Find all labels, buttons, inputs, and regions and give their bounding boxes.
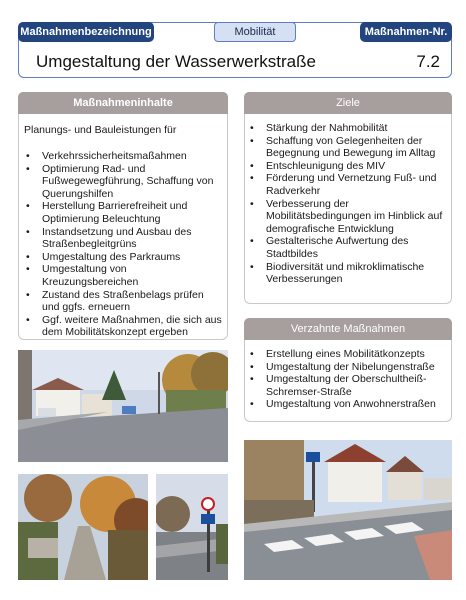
list-item: • Förderung und Vernetzung Fuß- und Radverkehr [248, 172, 448, 197]
massnahmeninhalte-intro: Planungs- und Bauleistungen für [24, 124, 177, 136]
list-item: • Umgestaltung von Anwohnerstraßen [248, 398, 448, 411]
list-item: • Optimierung Rad- und Fußwegewegführung, Schaffung von Querungshilfen [24, 163, 224, 201]
list-item: • Umgestaltung von Kreuzungsbereichen [24, 263, 224, 288]
photo-traffic-sign [156, 474, 228, 580]
category-badge: Mobilität [214, 22, 296, 42]
list-item: • Verbesserung der Mobilitätsbedingungen im Hinblick auf demografische Entwicklung [248, 198, 448, 236]
list-item: • Verkehrssicherheitsmaßahmen [24, 150, 224, 163]
photo-footpath [18, 474, 148, 580]
panel-massnahmeninhalte-heading: Maßnahmeninhalte [18, 92, 228, 114]
panel-ziele-heading: Ziele [244, 92, 452, 114]
list-item: • Entschleunigung des MIV [248, 160, 448, 173]
photo-street-view [18, 350, 228, 462]
list-item: • Biodiversität und mikroklimatische Verbesserungen [248, 261, 448, 286]
label-massnahmen-nr: Maßnahmen-Nr. [360, 22, 452, 42]
list-item: • Gestalterische Aufwertung des Stadtbildes [248, 235, 448, 260]
massnahmeninhalte-list [24, 150, 224, 339]
list-item: • Umgestaltung der Nibelungenstraße [248, 361, 448, 374]
list-item: • Schaffung von Gelegenheiten der Begegnung und Bewegung im Alltag [248, 135, 448, 160]
list-item: • Zustand des Straßenbelags prüfen und ggfs. erneuern [24, 289, 224, 314]
list-item: • Umgestaltung des Parkraums [24, 251, 224, 264]
list-item: • Instandsetzung und Ausbau des Straßenbegleitgrüns [24, 226, 224, 251]
label-massnahmenbezeichnung: Maßnahmenbezeichnung [18, 22, 154, 42]
photo-zebra-crossing [244, 440, 452, 580]
list-item: • Umgestaltung der Oberschultheiß-Schremser-Straße [248, 373, 448, 398]
list-item: • Herstellung Barrierefreiheit und Optimierung Beleuchtung [24, 200, 224, 225]
list-item: • Erstellung eines Mobilitätkonzepts [248, 348, 448, 361]
list-item: • Stärkung der Nahmobilität [248, 122, 448, 135]
ziele-list [248, 122, 448, 286]
panel-verzahnte-heading: Verzahnte Maßnahmen [244, 318, 452, 340]
page-title: Umgestaltung der Wasserwerkstraße [36, 52, 316, 71]
verzahnte-list [248, 348, 448, 411]
measure-number: 7.2 [416, 52, 440, 71]
list-item: • Ggf. weitere Maßnahmen, die sich aus dem Mobilitätskonzept ergeben [24, 314, 224, 339]
